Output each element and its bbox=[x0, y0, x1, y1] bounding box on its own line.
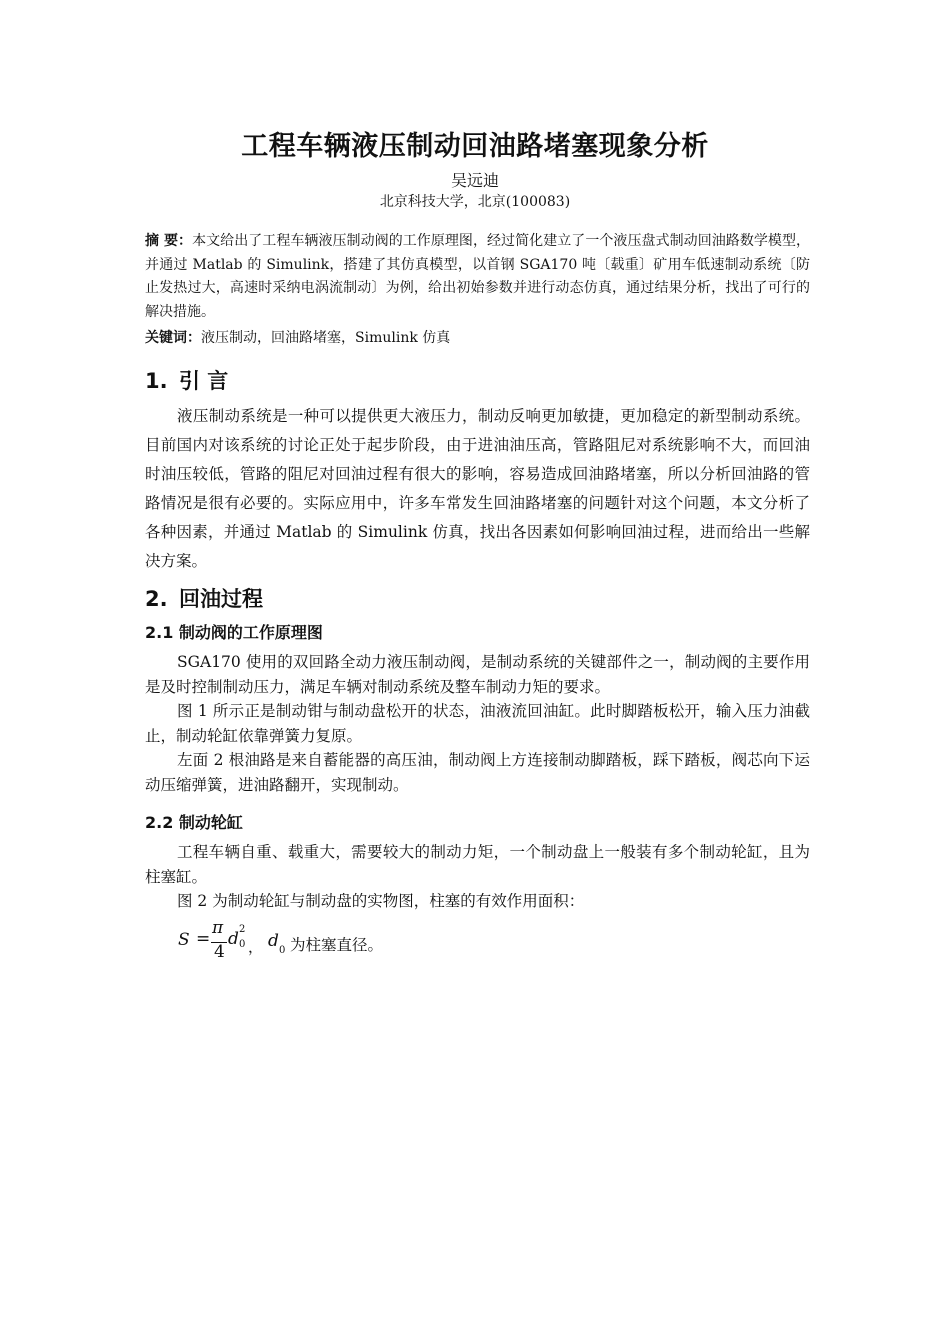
formula-variable-d: d bbox=[228, 929, 239, 949]
abstract bbox=[145, 230, 810, 324]
section-1-paragraph: 液压制动系统是一种可以提供更大液压力，制动反响更加敏捷，更加稳定的新型制动系统。目前国内对该系统的讨论正处于起步阶段，由于进油油压高，管路阻尼对系统影响不大，而回油时油压较低，管路的阻尼对回油过程有很大的影响，容易造成回油路堵塞，所以分析回油路的管路情况是很有必要的。实际应用中，许多车常发生回油路堵塞的问题针对这个问题，本文分析了各种因素，并通过 Matlab 的 Simulink 仿真，找出各因素如何影响回油过程，进而给出一些解决方案。 bbox=[145, 407, 810, 570]
abstract-label: 摘 要： bbox=[145, 233, 193, 249]
section-2-title: 回油过程 bbox=[179, 587, 263, 611]
section-2-1-heading: 2.1 制动阀的工作原理图 bbox=[145, 623, 323, 642]
section-2-number: 2. bbox=[145, 587, 168, 611]
formula-variable-d0: d bbox=[268, 931, 279, 951]
section-2-2-paragraph-1: 工程车辆自重、载重大，需要较大的制动力矩，一个制动盘上一般装有多个制动轮缸，且为柱塞缸。 bbox=[145, 843, 810, 886]
formula-numerator: π bbox=[212, 918, 224, 938]
formula-denominator: 4 bbox=[214, 942, 225, 962]
formula-lhs: S bbox=[178, 930, 190, 950]
formula-description: 为柱塞直径。 bbox=[290, 936, 384, 954]
keywords-label: 关键词： bbox=[145, 330, 201, 346]
formula-equals: = bbox=[196, 929, 211, 949]
keywords-text: 液压制动，回油路堵塞，Simulink 仿真 bbox=[201, 330, 451, 346]
section-2-1-paragraph-2: 图 1 所示正是制动钳与制动盘松开的状态，油液流回油缸。此时脚踏板松开，输入压力油截止，制动轮缸依靠弹簧力复原。 bbox=[145, 702, 810, 745]
section-2-2-heading: 2.2 制动轮缸 bbox=[145, 813, 243, 832]
keywords bbox=[145, 327, 810, 349]
section-2-2-paragraph-2: 图 2 为制动轮缸与制动盘的实物图，柱塞的有效作用面积： bbox=[177, 892, 585, 910]
section-1-heading bbox=[145, 365, 228, 395]
affiliation: 北京科技大学，北京(100083) bbox=[379, 194, 571, 210]
section-1-number: 1. bbox=[145, 369, 168, 393]
author-name: 吴远迪 bbox=[450, 171, 499, 190]
section-1-title: 引 言 bbox=[179, 369, 229, 393]
page-title: 工程车辆液压制动回油路堵塞现象分析 bbox=[241, 131, 709, 162]
section-2-1-paragraph-3: 左面 2 根油路是来自蓄能器的高压油，制动阀上方连接制动脚踏板，踩下踏板，阀芯向下运动压缩弹簧，进油路翻开，实现制动。 bbox=[145, 751, 810, 794]
formula-superscript: 2 bbox=[239, 924, 246, 935]
section-2-1-paragraph-1: SGA170 使用的双回路全动力液压制动阀，是制动系统的关键部件之一，制动阀的主要作用是及时控制制动压力，满足车辆对制动系统及整车制动力矩的要求。 bbox=[145, 653, 810, 696]
formula-d0-subscript: 0 bbox=[279, 945, 286, 956]
formula-subscript: 0 bbox=[239, 939, 246, 950]
abstract-text: 本文给出了工程车辆液压制动阀的工作原理图，经过简化建立了一个液压盘式制动回油路数学模型，并通过 Matlab 的 Simulink，搭建了其仿真模型，以首钢 SGA170 吨〔载重〕矿用车低速制动系统〔防止发热过大，高速时采纳电涡流制动〕为例，给出初始参数并进行动态仿真，通过结果分析，找出了可行的解决措施。 bbox=[145, 233, 811, 320]
formula-comma: ， bbox=[248, 938, 264, 956]
section-2-heading bbox=[145, 583, 263, 613]
